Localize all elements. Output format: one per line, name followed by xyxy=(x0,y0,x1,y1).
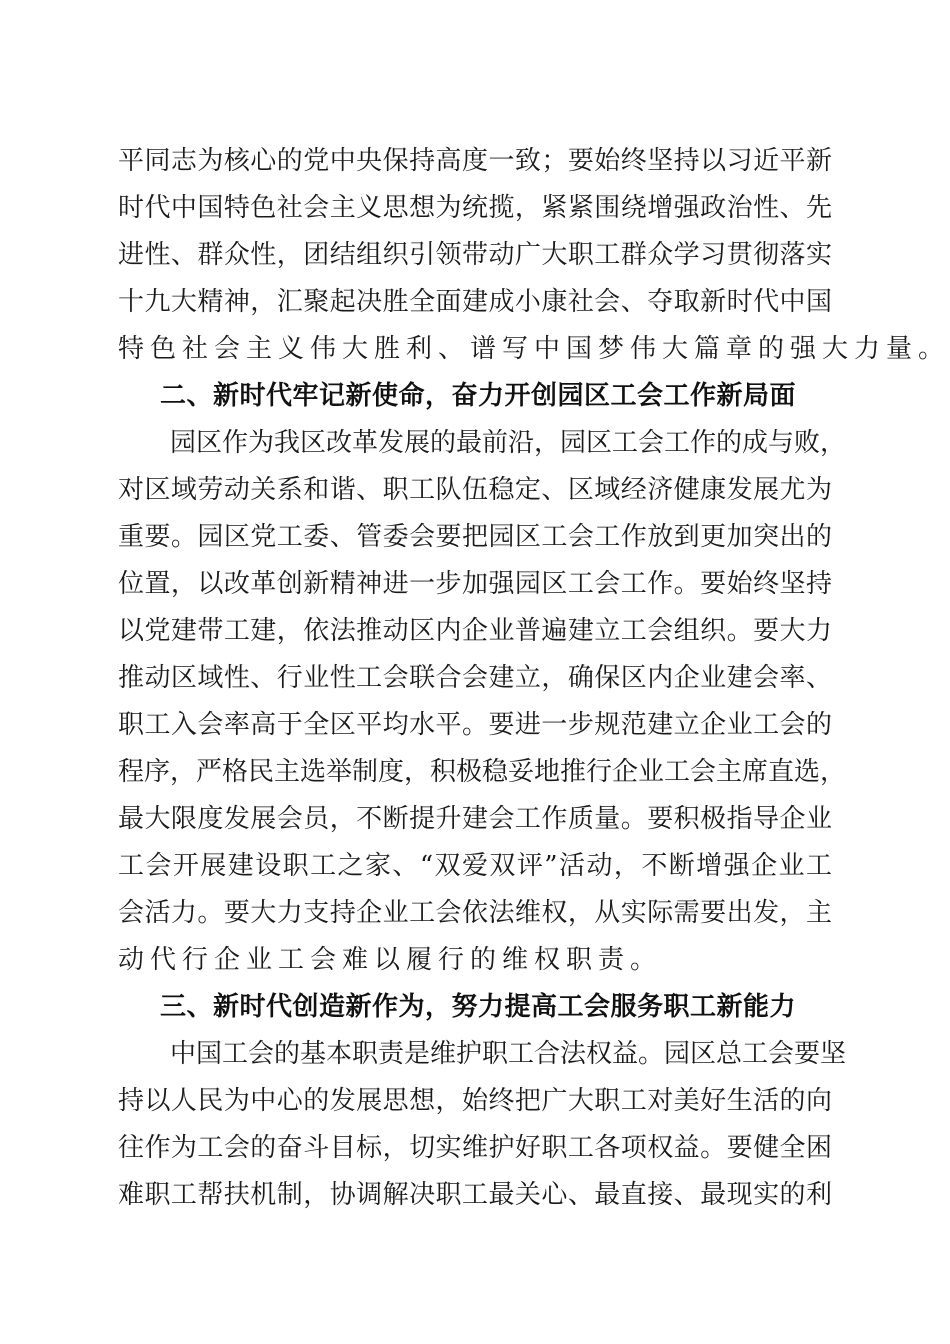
section-heading-3: 三、新时代创造新作为，努力提高工会服务职工新能力 xyxy=(160,992,797,1022)
paragraph-2-line-2: 对区域劳动关系和谐、职工队伍稳定、区域经济健康发展尤为 xyxy=(118,475,832,505)
paragraph-3-line-4: 难职工帮扶机制，协调解决职工最关心、最直接、最现实的利 xyxy=(118,1180,832,1210)
paragraph-2-line-8: 程序，严格民主选举制度，积极稳妥地推行企业工会主席直选， xyxy=(118,757,847,787)
paragraph-2-line-6: 推动区域性、行业性工会联合会建立，确保区内企业建会率、 xyxy=(118,663,832,693)
paragraph-1-line-2: 时代中国特色社会主义思想为统揽，紧紧围绕增强政治性、先 xyxy=(118,193,832,223)
paragraph-2-line-4: 位置，以改革创新精神进一步加强园区工会工作。要始终坚持 xyxy=(118,569,832,599)
paragraph-2-line-11: 会活力。要大力支持企业工会依法维权，从实际需要出发，主 xyxy=(118,898,832,928)
paragraph-2-line-10: 工会开展建设职工之家、“双爱双评”活动，不断增强企业工 xyxy=(118,851,832,881)
paragraph-2-line-1: 园区作为我区改革发展的最前沿，园区工会工作的成与败， xyxy=(170,428,847,458)
paragraph-2-line-3: 重要。园区党工委、管委会要把园区工会工作放到更加突出的 xyxy=(118,522,832,552)
paragraph-1-line-1: 平同志为核心的党中央保持高度一致；要始终坚持以习近平新 xyxy=(118,146,832,176)
paragraph-2-line-9: 最大限度发展会员，不断提升建会工作质量。要积极指导企业 xyxy=(118,804,832,834)
paragraph-2-line-5: 以党建带工建，依法推动区内企业普遍建立工会组织。要大力 xyxy=(118,616,832,646)
paragraph-3-line-1: 中国工会的基本职责是维护职工合法权益。园区总工会要坚 xyxy=(170,1039,847,1069)
paragraph-3-line-2: 持以人民为中心的发展思想，始终把广大职工对美好生活的向 xyxy=(118,1086,832,1116)
paragraph-3-line-3: 往作为工会的奋斗目标，切实维护好职工各项权益。要健全困 xyxy=(118,1133,832,1163)
paragraph-1-line-4: 十九大精神，汇聚起决胜全面建成小康社会、夺取新时代中国 xyxy=(118,287,832,317)
paragraph-2-line-7: 职工入会率高于全区平均水平。要进一步规范建立企业工会的 xyxy=(118,710,832,740)
section-heading-2: 二、新时代牢记新使命，奋力开创园区工会工作新局面 xyxy=(160,381,797,411)
paragraph-1-line-3: 进性、群众性，团结组织引领带动广大职工群众学习贯彻落实 xyxy=(118,240,832,270)
paragraph-1-line-5: 特色社会主义伟大胜利、谱写中国梦伟大篇章的强大力量。 xyxy=(118,334,950,364)
paragraph-2-line-12: 动代行企业工会难以履行的维权职责。 xyxy=(118,945,663,975)
